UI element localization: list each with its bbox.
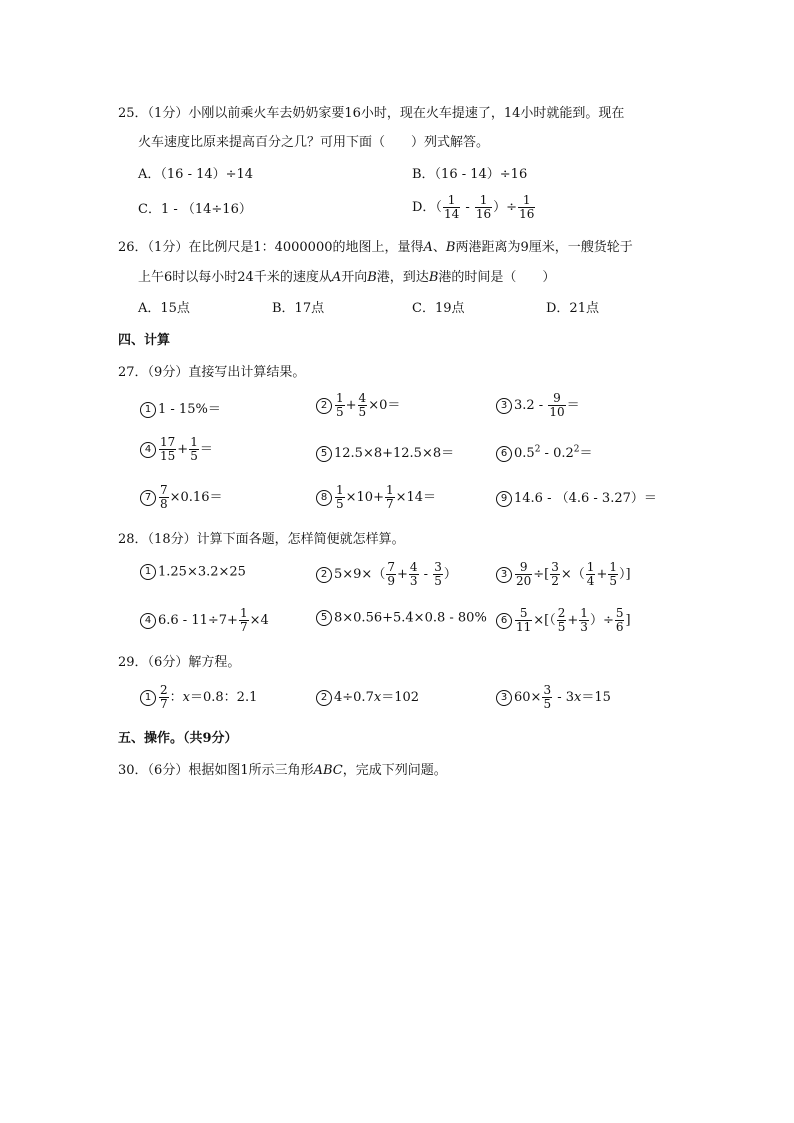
q28-item-3: 3 $\frac{9}{20}$ ÷[ $\frac{3}{2}$ ×（ $\frac{1}{4}$ + $\frac{1}{5}$ ）] [496, 561, 631, 588]
q26-option-c: C．19点 [412, 301, 465, 316]
q28-item-2: 2 5×9×（ $\frac{7}{9}$ + $\frac{4}{3}$ - $\frac{3}{5}$ ） [316, 561, 457, 588]
q29-item-2: 2 4÷0.7x＝102 [316, 686, 419, 706]
q26-line2: 上午6时以每小时24千米的速度从A开向B港，到达B港的时间是（ ） [138, 270, 556, 285]
q28-item-5: 5 8×0.56+5.4×0.8 - 80% [316, 610, 487, 626]
q27-item-7: 7 $\frac{7}{8}$ ×0.16＝ [140, 484, 222, 511]
q25-line2: 火车速度比原来提高百分之几？可用下面（ ）列式解答。 [138, 135, 490, 150]
q29-title: 29．（6分）解方程。 [118, 655, 241, 670]
q27-title: 27．（9分）直接写出计算结果。 [118, 365, 306, 380]
q27-item-8: 8 $\frac{1}{5}$ ×10+ $\frac{1}{7}$ ×14＝ [316, 484, 436, 511]
q27-item-9: 9 14.6 - （4.6 - 3.27）＝ [496, 487, 657, 507]
q27-item-4: 4 $\frac{17}{15}$ + $\frac{1}{5}$ ＝ [140, 436, 213, 463]
q26-option-b: B．17点 [272, 301, 325, 316]
q28-item-6: 6 $\frac{5}{11}$ ×[（ $\frac{2}{5}$ + $\frac{1}{3}$ ）÷ $\frac{5}{6}$ ] [496, 607, 631, 634]
q26-option-a: A．15点 [138, 301, 190, 316]
q25-option-a: A．（16 - 14）÷14 [138, 167, 254, 182]
q25-option-b: B．（16 - 14）÷16 [412, 167, 528, 182]
q28-title: 28．（18分）计算下面各题，怎样简便就怎样算。 [118, 532, 405, 547]
q26-option-d: D．21点 [546, 301, 599, 316]
q27-item-6: 6 $0.5^2 - 0.2^2=$ [496, 442, 593, 462]
q29-item-3: 3 60× $\frac{3}{5}$ - 3x＝15 [496, 684, 611, 711]
q27-item-3: 3 3.2 - $\frac{9}{10}$ ＝ [496, 392, 580, 419]
q25-line1: 25．（1分）小刚以前乘火车去奶奶家要16小时，现在火车提速了，14小时就能到。现在 [118, 106, 625, 121]
q27-item-1: 1 1 - 15%＝ [140, 398, 221, 418]
q30-text: 30．（6分）根据如图1所示三角形ABC，完成下列问题。 [118, 763, 447, 778]
section-5-heading: 五、操作。（共9分） [118, 731, 238, 746]
q28-item-1: 1 1.25×3.2×25 [140, 564, 246, 580]
q26-line1: 26．（1分）在比例尺是1：4000000的地图上，量得A、B两港距离为9厘米，一艘货轮于 [118, 240, 633, 255]
q27-item-5: 5 12.5×8+12.5×8＝ [316, 442, 454, 462]
q25-option-c: C．1 - （14÷16） [138, 202, 252, 217]
q28-item-4: 4 6.6 - 11÷7+ $\frac{1}{7}$ ×4 [140, 607, 269, 634]
q25-option-d: D．（ $\frac{1}{14}$ - $\frac{1}{16}$ ）÷ $\frac{1}{16}$ [412, 193, 535, 221]
q29-item-1: 1 $\frac{2}{7}$ ：x＝0.8：2.1 [140, 684, 257, 711]
q27-item-2: 2 $\frac{1}{5}$ + $\frac{4}{5}$ ×0＝ [316, 392, 400, 419]
section-4-heading: 四、计算 [118, 333, 171, 348]
